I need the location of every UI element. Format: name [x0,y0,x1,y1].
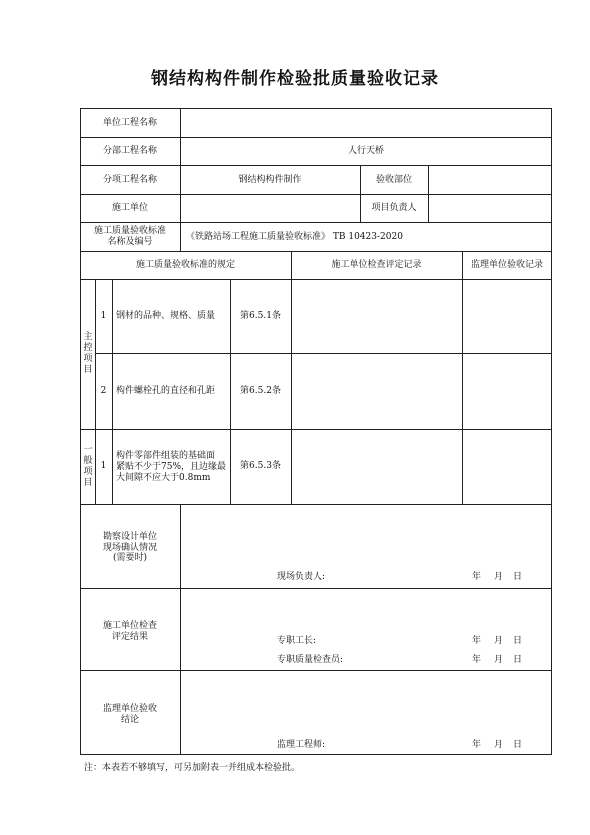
acceptance-part-label: 验收部位 [375,175,412,185]
row-divider [80,429,552,430]
contractor-label: 施工单位 [111,203,148,213]
supervisor-record-header: 监理单位验收记录 [470,260,543,270]
row-divider [80,670,552,671]
date-day: 日 [513,740,523,750]
col-divider [428,165,429,222]
row-divider [80,194,552,195]
row-divider [80,222,552,223]
main-items-label: 主控项目 [83,332,93,375]
inspector-signature[interactable]: 专职质量检查员: [277,655,344,665]
unit-project-label: 单位工程名称 [102,118,157,128]
date-year: 年 [472,740,482,750]
item-text: 构件零部件组装的基础面 [116,451,216,461]
date-year: 年 [472,636,482,646]
supervisor-conclusion-label: 结论 [120,715,139,725]
item-text: 构件螺栓孔的直径和孔距 [116,386,216,396]
col-divider [462,251,463,504]
row-divider [80,165,552,166]
supervisor-conclusion-label: 监理单位验收 [102,704,157,714]
date-day: 日 [513,636,523,646]
item-number: 1 [100,461,107,471]
foreman-signature[interactable]: 专职工长: [277,636,317,646]
item-number: 1 [100,311,107,321]
date-day: 日 [513,572,523,582]
date-month: 月 [494,572,504,582]
row-divider [80,588,552,589]
survey-design-label: 现场确认情况 [102,543,157,553]
survey-design-label: 勘察设计单位 [102,532,157,542]
date-month: 月 [494,636,504,646]
row-divider [95,353,552,354]
page-title: 钢结构构件制作检验批质量验收记录 [151,69,439,89]
footnote: 注：本表若不够填写，可另加附表一并组成本检验批。 [84,763,301,773]
item-clause: 第6.5.1条 [240,311,281,321]
row-divider [80,279,552,280]
date-month: 月 [494,655,504,665]
item-number: 2 [100,386,107,396]
project-manager-label: 项目负责人 [371,203,417,213]
subitem-label: 分项工程名称 [102,175,157,185]
division-label: 分部工程名称 [102,146,157,156]
row-divider [80,251,552,252]
contractor-result-label: 评定结果 [111,632,148,642]
contractor-result-label: 施工单位检查 [102,621,157,631]
contractor-record-header: 施工单位检查评定记录 [331,260,422,270]
engineer-signature[interactable]: 监理工程师: [277,740,326,750]
site-person-signature[interactable]: 现场负责人: [277,572,326,582]
item-text: 大间隙不应大于0.8mm [116,473,211,483]
date-month: 月 [494,740,504,750]
item-clause: 第6.5.3条 [240,461,281,471]
item-clause: 第6.5.2条 [240,386,281,396]
general-items-label: 一般项目 [83,445,93,488]
date-year: 年 [472,655,482,665]
col-divider [180,504,181,755]
division-value[interactable]: 人行天桥 [347,146,384,156]
standard-value: 《铁路站场工程施工质量验收标准》 TB 10423-2020 [186,232,403,242]
date-year: 年 [472,572,482,582]
item-text: 紧贴不少于75%，且边缘最 [116,462,227,472]
standard-label: 名称及编号 [107,237,153,247]
row-divider [80,504,552,505]
date-day: 日 [513,655,523,665]
survey-design-label: (需要时) [112,553,148,563]
col-divider [291,251,292,504]
item-text: 钢材的品种、规格、质量 [116,311,216,321]
standard-label: 施工质量验收标准 [93,226,166,236]
subitem-value[interactable]: 钢结构构件制作 [238,175,302,185]
col-divider [112,279,113,504]
spec-column-header: 施工质量验收标准的规定 [135,260,235,270]
row-divider [80,137,552,138]
